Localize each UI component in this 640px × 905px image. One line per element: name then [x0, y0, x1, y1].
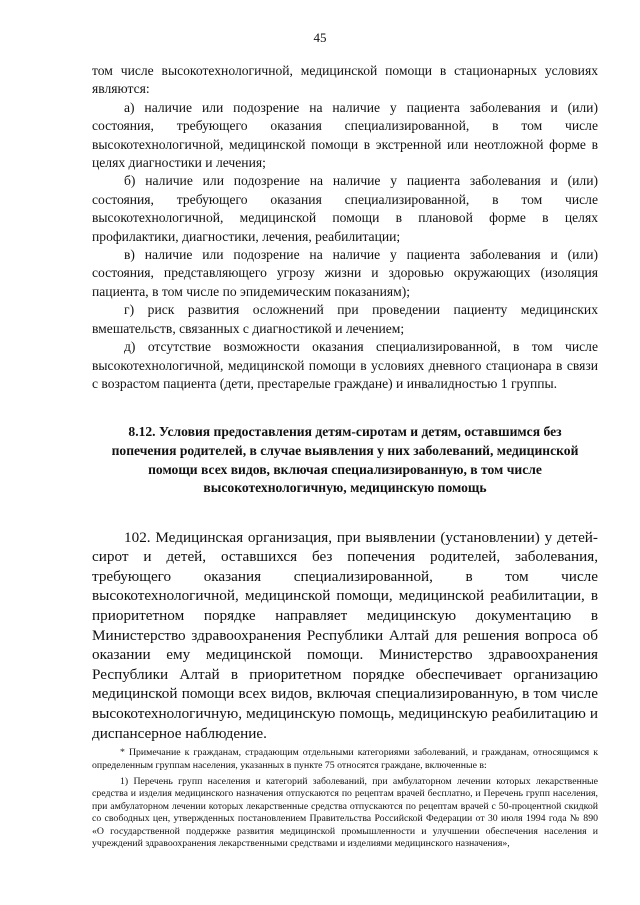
- footnote-block: [92, 747, 598, 850]
- paragraph-item-b: б) наличие или подозрение на наличие у пациента заболевания и (или) состояния, требующего оказания специализированной, в том числе высокотехнологичной, медицинской помощи в плановой форме в целях профилактики, диагностики, лечения, реабилитации;: [92, 173, 598, 244]
- footnote-item-1: 1) Перечень групп населения и категорий заболеваний, при амбулаторном лечении которых лекарственные средства и изделия медицинского назначения отпускаются по рецептам врачей бесплатно, и Перечень групп населения, при амбулаторном лечении которых лекарственные средства отпускаются по рецептам врачей с 50-процентной скидкой со свободных цен, утвержденных постановлением Правительства Российской Федерации от 30 июля 1994 года № 890 «О государственной поддержке развития медицинской промышленности и улучшении обеспечения населения и учреждений здравоохранения лекарственными средствами и изделиями медицинского назначения»,: [92, 776, 598, 850]
- paragraph-item-a: а) наличие или подозрение на наличие у пациента заболевания и (или) состояния, требующего оказания специализированной, в том числе высокотехнологичной, медицинской помощи в экстренной или неотложной форме в целях диагностики и лечения;: [92, 99, 598, 171]
- page-number: 45: [313, 30, 327, 45]
- paragraph-continuation: том числе высокотехнологичной, медицинской помощи в стационарных условиях являются:: [92, 63, 598, 97]
- paragraph-item-d: д) отсутствие возможности оказания специализированной, в том числе высокотехнологичной, медицинской помощи в условиях дневного стационара в связи с возрастом пациента (дети, престарелые граждане) и инвалидностью 1 группы.: [92, 339, 598, 391]
- footnote-note: * Примечание к гражданам, страдающим отдельными категориями заболеваний, и гражданам, относящимся к определенным группам населения, указанных в пункте 75 относятся граждане, включенные в:: [92, 747, 598, 771]
- paragraph-102: 102. Медицинская организация, при выявлении (установлении) у детей-сирот и детей, оставшихся без попечения родителей, заболевания, требующего оказания специализированной, в том числе высокотехнологичной, медицинской помощи, медицинской реабилитации, в приоритетном порядке направляет медицинскую документацию в Министерство здравоохранения Республики Алтай для решения вопроса об оказании ему медицинской помощи. Министерство здравоохранения Республики Алтай в приоритетном порядке обеспечивает организацию медицинской помощи всех видов, включая специализированную, в том числе высокотехнологичную, медицинскую помощь, медицинскую реабилитацию и диспансерное наблюдение.: [92, 528, 598, 742]
- paragraph-item-g: г) риск развития осложнений при проведении пациенту медицинских вмешательств, связанных с диагностикой и лечением;: [92, 302, 598, 336]
- document-body: [92, 62, 598, 854]
- paragraph-item-v: в) наличие или подозрение на наличие у пациента заболевания и (или) состояния, представляющего угрозу жизни и здоровью окружающих (изоляция пациента, в том числе по эпидемическим показаниям);: [92, 247, 598, 299]
- section-heading: 8.12. Условия предоставления детям-сиротам и детям, оставшимся без попечения родителей, в случае выявления у них заболеваний, медицинской помощи всех видов, включая специализированную, в том числе высокотехнологичную, медицинскую помощь: [111, 424, 579, 496]
